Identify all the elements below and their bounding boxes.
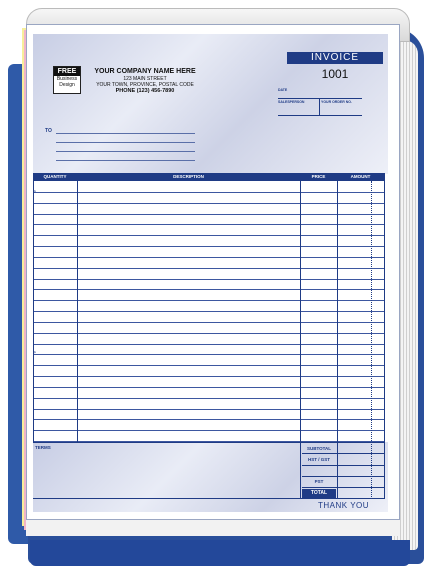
- table-row: [33, 322, 384, 323]
- table-row: [33, 279, 384, 280]
- invoice-number: 1001: [321, 67, 349, 81]
- table-row: [33, 214, 384, 215]
- logo-business: Business: [56, 76, 78, 82]
- subtotal-line: [302, 453, 384, 454]
- table-row: [33, 311, 384, 312]
- to-line-1: [56, 133, 195, 134]
- order-label: YOUR ORDER NO.: [321, 100, 352, 104]
- date-label: DATE: [278, 88, 288, 92]
- cents-divider: [371, 181, 372, 499]
- table-row: [33, 398, 384, 399]
- totals-top-line: [33, 442, 384, 443]
- table-row: [33, 246, 384, 247]
- table-row: [33, 203, 384, 204]
- company-phone: PHONE (123) 456-7890: [115, 88, 175, 94]
- table-row: [33, 289, 384, 290]
- table-row: [33, 224, 384, 225]
- table-row: [33, 333, 384, 334]
- line-items: [33, 181, 384, 441]
- table-row: [33, 387, 384, 388]
- table-row: [33, 300, 384, 301]
- to-label: TO: [45, 128, 52, 134]
- col-description: DESCRIPTION: [173, 174, 204, 179]
- subtotal-label: SUBTOTAL: [306, 446, 332, 451]
- terms-label: TERMS: [35, 445, 51, 450]
- blank-line: [302, 476, 384, 477]
- table-row: [33, 257, 384, 258]
- pst-label: PST: [314, 479, 324, 484]
- table-row: [33, 344, 384, 345]
- pst-line: [302, 487, 384, 488]
- book-cover-bottom: [30, 540, 410, 566]
- table-row: [33, 409, 384, 410]
- to-line-2: [56, 142, 195, 143]
- row-marker-mid: >: [33, 350, 36, 356]
- company-block: [80, 68, 210, 95]
- salesperson-line: [278, 115, 362, 116]
- logo: [53, 66, 81, 94]
- table-row: [33, 354, 384, 355]
- table-row: [33, 235, 384, 236]
- thank-you-text: THANK YOU: [318, 501, 370, 510]
- totals-bottom-line: [33, 498, 384, 499]
- col-price: PRICE: [311, 174, 326, 179]
- table-row: [33, 419, 384, 420]
- col-divider-qty: [77, 181, 78, 442]
- date-line: [278, 98, 362, 99]
- to-line-3: [56, 151, 195, 152]
- col-border-right: [384, 173, 385, 499]
- table-row: [33, 430, 384, 431]
- col-divider-price: [337, 181, 338, 499]
- salesperson-label: SALESPERSON: [278, 100, 305, 104]
- col-divider-desc: [300, 181, 301, 499]
- hst-label: HST / GST: [307, 457, 330, 462]
- col-border-left: [33, 181, 34, 442]
- hst-line: [302, 465, 384, 466]
- logo-free: FREE: [54, 67, 80, 76]
- to-line-4: [56, 160, 195, 161]
- table-row: [33, 192, 384, 193]
- logo-design: Design: [59, 82, 75, 88]
- table-row: [33, 376, 384, 377]
- company-city: YOUR TOWN, PROVINCE, POSTAL CODE: [96, 82, 194, 88]
- row-marker-top: >: [33, 189, 36, 195]
- order-divider: [319, 99, 320, 115]
- invoice-title: INVOICE: [287, 52, 383, 64]
- col-amount: AMOUNT: [350, 174, 371, 179]
- company-street: 123 MAIN STREET: [123, 76, 167, 82]
- col-quantity: QUANTITY: [43, 174, 67, 179]
- total-label: TOTAL: [302, 489, 336, 498]
- company-name: YOUR COMPANY NAME HERE: [94, 68, 196, 75]
- table-row: [33, 268, 384, 269]
- table-row: [33, 365, 384, 366]
